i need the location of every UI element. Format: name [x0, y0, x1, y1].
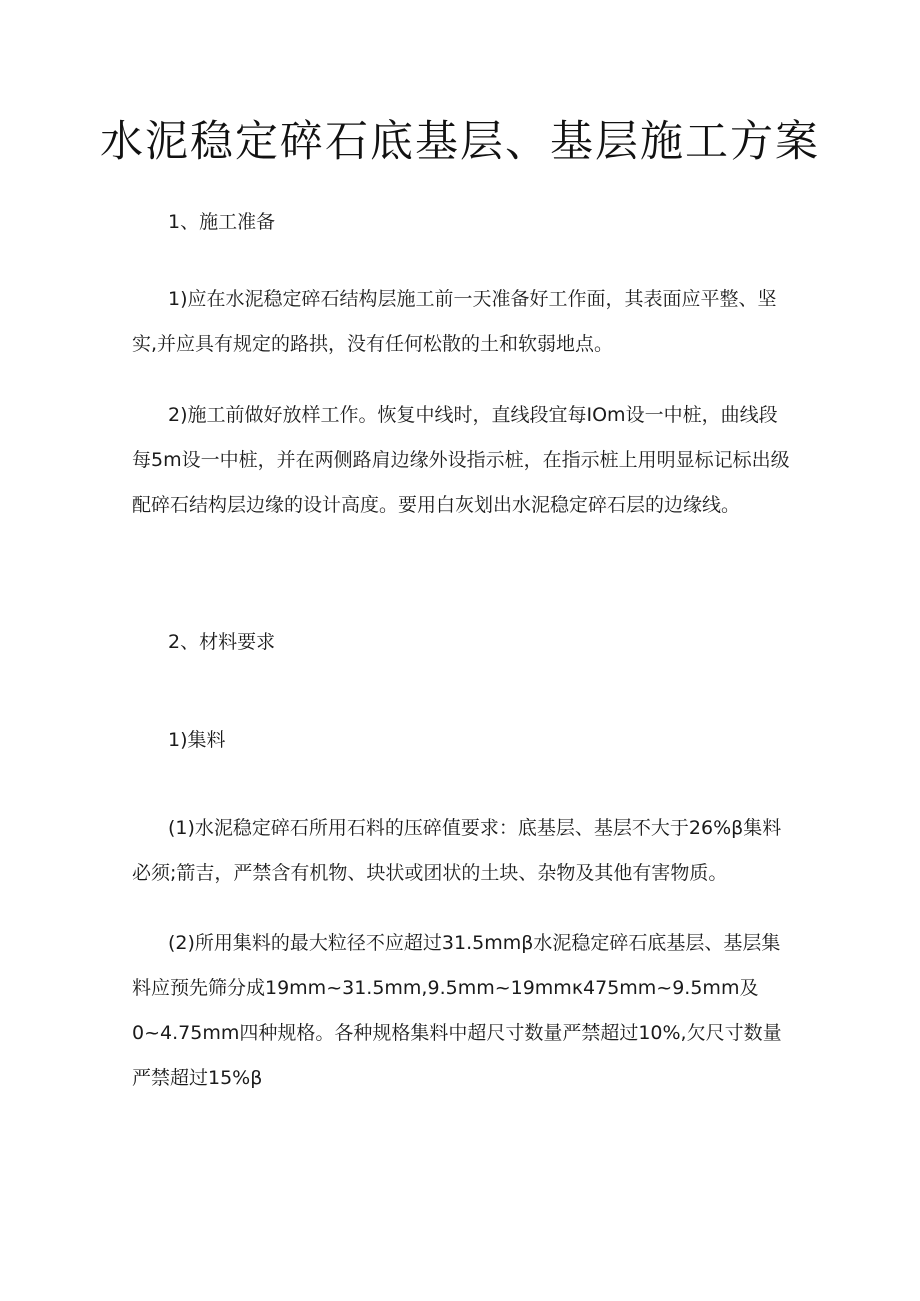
paragraph-layout-staking — [132, 393, 792, 528]
document-title: 水泥稳定碎石底基层、基层施工方案 — [100, 117, 820, 167]
paragraph-crushing-value — [132, 806, 792, 896]
paragraph-text: 2)施工前做好放样工作。恢复中线时，直线段宜每IOm设一中桩，曲线段每5m设一中桩，并在两侧路肩边缘外设指示桩，在指示桩上用明显标记标出级配碎石结构层边缘的设计高度。要用白灰划出水泥稳定碎石层的边缘线。 — [132, 404, 790, 516]
paragraph-particle-size — [132, 921, 792, 1101]
section-heading-preparation: 1、施工准备 — [168, 211, 276, 233]
paragraph-text: (1)水泥稳定碎石所用石料的压碎值要求：底基层、基层不大于26%β集料必须;箭吉，严禁含有机物、块状或团状的土块、杂物及其他有害物质。 — [132, 817, 782, 884]
section-heading-materials: 2、材料要求 — [168, 631, 276, 653]
paragraph-work-surface — [132, 277, 792, 367]
paragraph-text: (2)所用集料的最大粒径不应超过31.5mmβ水泥稳定碎石底基层、基层集料应预先筛分成19mm~31.5mm,9.5mm~19mmκ475mm~9.5mm及0~4.75mm四种规格。各种规格集料中超尺寸数量严禁超过10%,欠尺寸数量严禁超过15%β — [132, 932, 782, 1089]
paragraph-text: 1)应在水泥稳定碎石结构层施工前一天准备好工作面，其表面应平整、坚实,并应具有规定的路拱，没有任何松散的土和软弱地点。 — [132, 288, 777, 355]
subheading-aggregate: 1)集料 — [168, 729, 226, 751]
